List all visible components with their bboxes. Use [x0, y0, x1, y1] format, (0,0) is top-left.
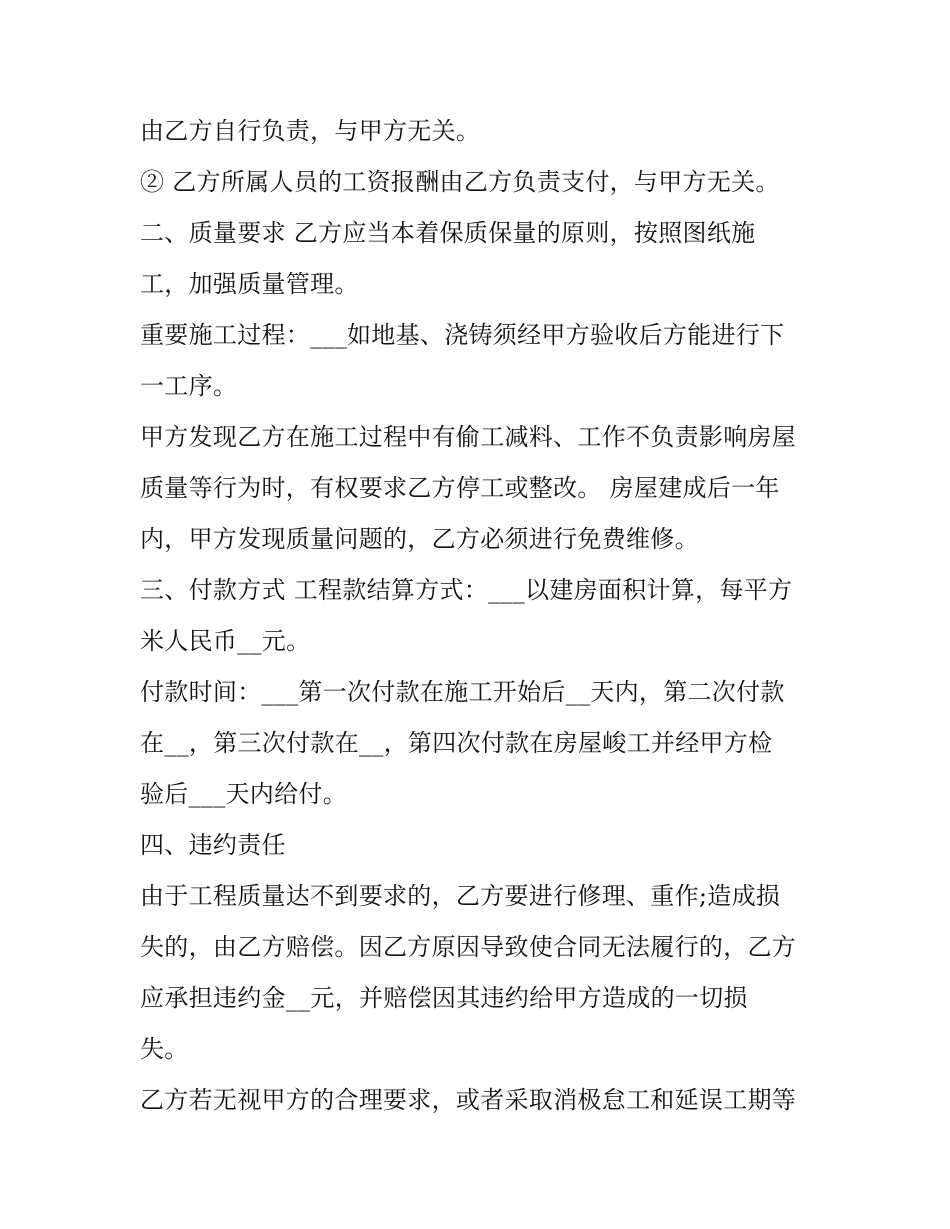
document-body [140, 106, 830, 1126]
text-line: 失。 [140, 1035, 189, 1063]
text-line: 工，加强质量管理。 [140, 270, 359, 298]
text-line: 在__，第三次付款在__，第四次付款在房屋峻工并经甲方检 [140, 729, 773, 757]
text-line: 验后___天内给付。 [140, 780, 347, 808]
text-line: 由于工程质量达不到要求的，乙方要进行修理、重作;造成损 [140, 882, 781, 910]
text-line: 失的，由乙方赔偿。因乙方原因导致使合同无法履行的，乙方 [140, 933, 797, 961]
text-line: 二、质量要求 乙方应当本着保质保量的原则，按照图纸施 [140, 219, 756, 247]
text-line: 甲方发现乙方在施工过程中有偷工减料、工作不负责影响房屋 [140, 423, 797, 451]
text-line: 由乙方自行负责，与甲方无关。 [140, 117, 481, 145]
text-line: 四、违约责任 [140, 831, 286, 859]
text-line: 质量等行为时，有权要求乙方停工或整改。 房屋建成后一年 [140, 474, 780, 502]
text-line: 三、付款方式 工程款结算方式：___以建房面积计算，每平方 [140, 576, 793, 604]
text-line: 米人民币__元。 [140, 627, 311, 655]
text-line: 乙方若无视甲方的合理要求，或者采取消极怠工和延误工期等 [140, 1086, 797, 1114]
text-line: 内，甲方发现质量问题的，乙方必须进行免费维修。 [140, 525, 699, 553]
text-line: 一工序。 [140, 372, 238, 400]
text-line: 重要施工过程：___如地基、浇铸须经甲方验收后方能进行下 [140, 321, 785, 349]
text-line: 付款时间：___第一次付款在施工开始后__天内，第二次付款 [140, 678, 785, 706]
text-line: 应承担违约金__元，并赔偿因其违约给甲方造成的一切损 [140, 984, 748, 1012]
text-line: ② 乙方所属人员的工资报酬由乙方负责支付，与甲方无关。 [140, 168, 780, 196]
